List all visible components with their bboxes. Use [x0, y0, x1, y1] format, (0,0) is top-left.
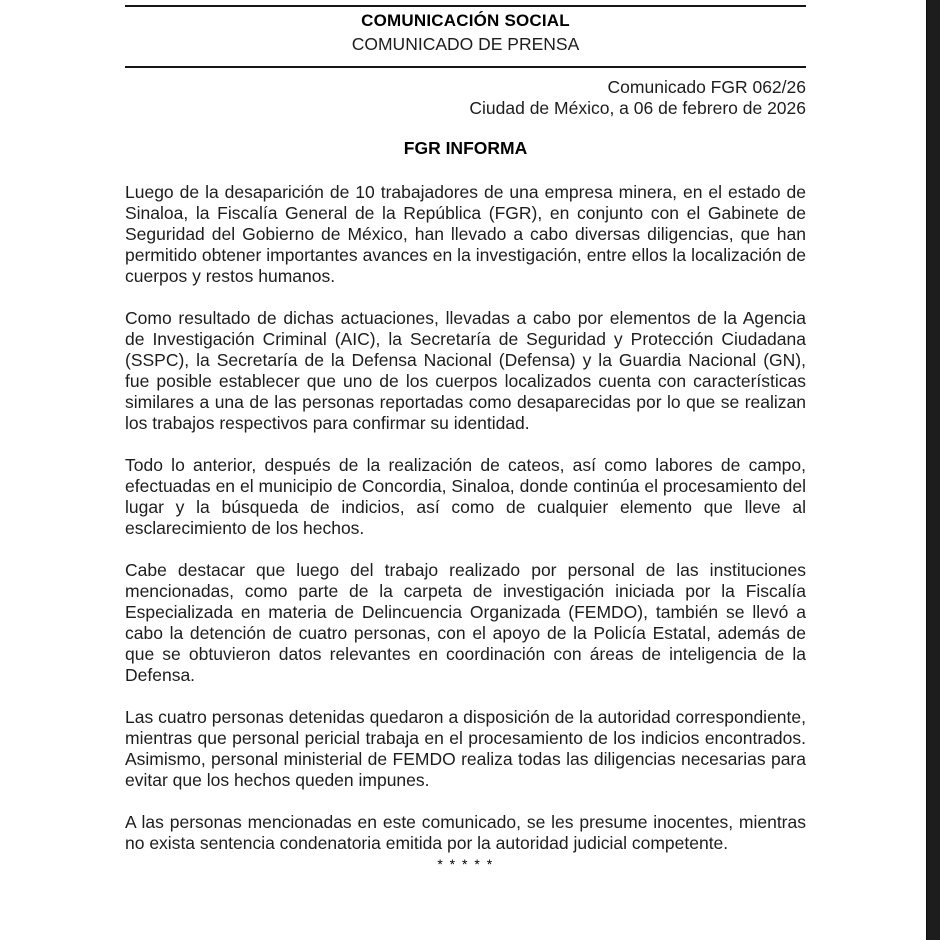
body-paragraph-2: Como resultado de dichas actuaciones, llevadas a cabo por elementos de la Agencia de Investigación Criminal (AIC), la Secretaría de Seguridad y Protección Ciudadana (SSPC), la Secretaría de la Defensa Nacional (Defensa) y la Guardia Nacional (GN), fue posible establecer que uno de los cuerpos localizados cuenta con características similares a una de las personas reportadas como desaparecidas por lo que se realizan los trabajos respectivos para confirmar su identidad. [125, 308, 806, 433]
meta-block [125, 77, 806, 119]
body-paragraph-4: Cabe destacar que luego del trabajo realizado por personal de las instituciones mencionadas, como parte de la carpeta de investigación iniciada por la Fiscalía Especializada en materia de Delincuencia Organizada (FEMDO), también se llevó a cabo la detención de cuatro personas, con el apoyo de la Policía Estatal, además de que se obtuvieron datos relevantes en coordinación con áreas de inteligencia de la Defensa. [125, 560, 806, 685]
right-edge-bar [926, 0, 940, 940]
asterisk-separator: * * * * * [437, 856, 494, 872]
header-rule [125, 66, 806, 68]
comunicado-number: Comunicado FGR 062/26 [607, 77, 806, 97]
page-subtitle: COMUNICADO DE PRENSA [351, 34, 580, 54]
body-paragraph-3: Todo lo anterior, después de la realización de cateos, así como labores de campo, efectuadas en el municipio de Concordia, Sinaloa, donde continúa el procesamiento del lugar y la búsqueda de indicios, así como de cualquier elemento que lleve al esclarecimiento de los hechos. [125, 455, 806, 538]
document-body [125, 0, 806, 875]
top-rule [125, 5, 806, 7]
body-paragraph-6: A las personas mencionadas en este comunicado, se les presume inocentes, mientras no exista sentencia condenatoria emitida por la autoridad judicial competente. [125, 812, 806, 853]
page-title: COMUNICACIÓN SOCIAL [361, 11, 570, 30]
dateline: Ciudad de México, a 06 de febrero de 2026 [469, 98, 806, 118]
body-paragraph-5: Las cuatro personas detenidas quedaron a disposición de la autoridad correspondiente, mientras que personal pericial trabaja en el procesamiento de los indicios encontrados. Asimismo, personal ministerial de FEMDO realiza todas las diligencias necesarias para evitar que los hechos queden impunes. [125, 707, 806, 790]
document-heading: FGR INFORMA [403, 138, 528, 158]
body-paragraph-1: Luego de la desaparición de 10 trabajadores de una empresa minera, en el estado de Sinaloa, la Fiscalía General de la República (FGR), en conjunto con el Gabinete de Seguridad del Gobierno de México, han llevado a cabo diversas diligencias, que han permitido obtener importantes avances en la investigación, entre ellos la localización de cuerpos y restos humanos. [125, 182, 806, 286]
